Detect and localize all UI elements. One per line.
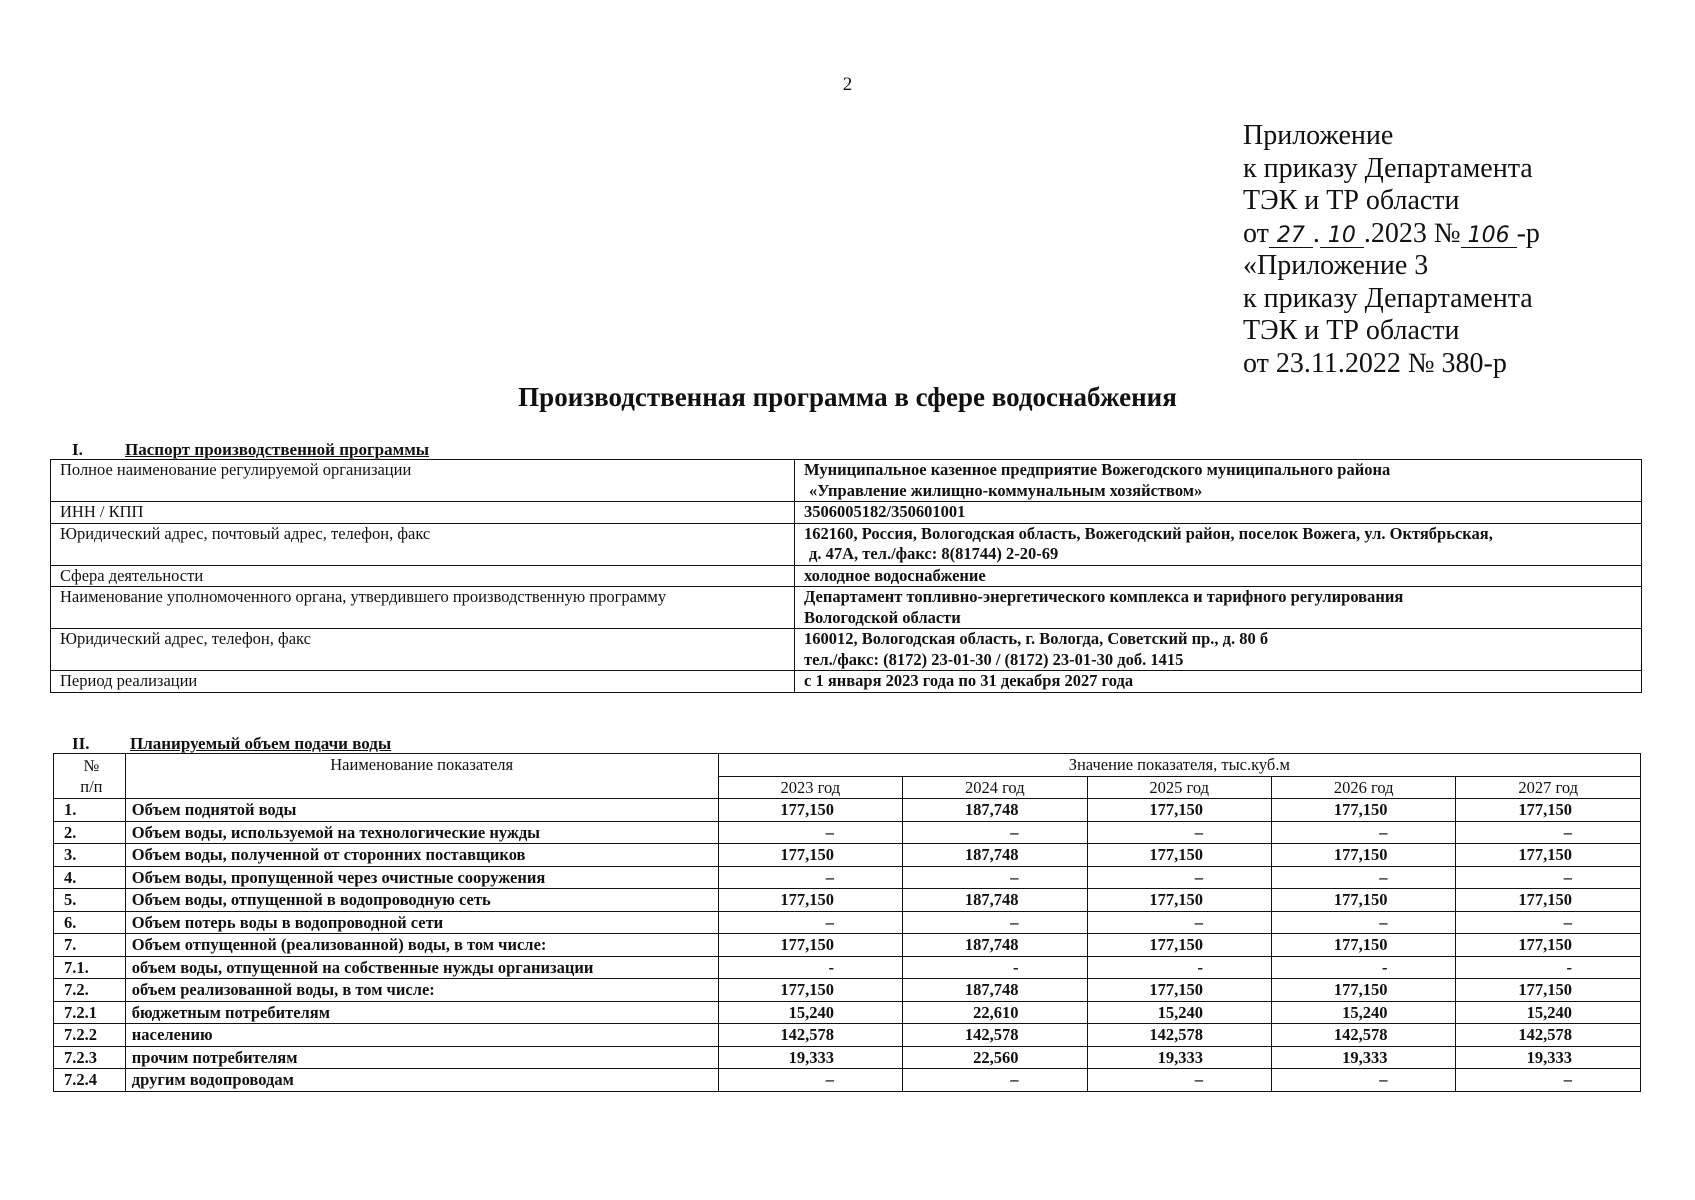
table-row: [54, 1001, 1641, 1024]
row-value: –: [1087, 911, 1271, 934]
table-row: [54, 889, 1641, 912]
header-year: 2024 год: [903, 776, 1087, 799]
row-value: 19,333: [1456, 1046, 1641, 1069]
section2-number: II.: [72, 734, 90, 753]
handwritten-number: 106: [1461, 225, 1517, 248]
appendix-line: к приказу Департамента: [1243, 152, 1533, 184]
row-number: 6.: [54, 911, 126, 934]
row-value: 177,150: [1456, 799, 1641, 822]
row-indicator-name: Объем отпущенной (реализованной) воды, в том числе:: [125, 934, 718, 957]
row-value: –: [1456, 1069, 1641, 1092]
table-row: [54, 911, 1641, 934]
row-number: 7.2.1: [54, 1001, 126, 1024]
row-value: –: [1271, 1069, 1455, 1092]
row-value: 15,240: [1456, 1001, 1641, 1024]
passport-value: [795, 587, 1642, 629]
row-value: 177,150: [718, 889, 902, 912]
row-value: 187,748: [903, 934, 1087, 957]
row-value: 177,150: [1087, 979, 1271, 1002]
row-value: 22,560: [903, 1046, 1087, 1069]
row-number: 2.: [54, 821, 126, 844]
passport-value: [795, 671, 1642, 693]
row-value: 177,150: [1456, 934, 1641, 957]
row-value: -: [718, 956, 902, 979]
row-value: 15,240: [1271, 1001, 1455, 1024]
row-value: -: [1087, 956, 1271, 979]
passport-label: ИНН / КПП: [51, 502, 795, 524]
table-row: [54, 1046, 1641, 1069]
row-value: 177,150: [1271, 844, 1455, 867]
row-value: –: [1271, 821, 1455, 844]
header-name: Наименование показателя: [125, 754, 718, 799]
appendix-order-year: .2023 №: [1363, 217, 1461, 249]
row-value: -: [1271, 956, 1455, 979]
passport-value-line1: холодное водоснабжение: [804, 565, 986, 585]
row-value: 142,578: [1087, 1024, 1271, 1047]
row-value: 177,150: [1087, 934, 1271, 957]
row-value: –: [903, 911, 1087, 934]
header-number-line1: №: [83, 755, 100, 775]
table-row: [54, 956, 1641, 979]
header-year: 2025 год: [1087, 776, 1271, 799]
table-row: [54, 799, 1641, 822]
passport-value: [795, 565, 1642, 587]
row-indicator-name: объем воды, отпущенной на собственные нужды организации: [125, 956, 718, 979]
passport-value-line1: Муниципальное казенное предприятие Вожегодского муниципального района: [804, 460, 1391, 479]
passport-table: [50, 459, 1642, 693]
row-value: -: [1456, 956, 1641, 979]
passport-value: [795, 460, 1642, 502]
table-row: [54, 1069, 1641, 1092]
header-year: 2026 год: [1271, 776, 1455, 799]
row-number: 1.: [54, 799, 126, 822]
passport-value: [795, 523, 1642, 565]
row-value: –: [903, 866, 1087, 889]
row-indicator-name: Объем воды, используемой на технологические нужды: [125, 821, 718, 844]
row-value: –: [1087, 1069, 1271, 1092]
row-indicator-name: Объем поднятой воды: [125, 799, 718, 822]
row-value: 177,150: [1087, 844, 1271, 867]
row-value: 187,748: [903, 979, 1087, 1002]
row-indicator-name: Объем воды, полученной от сторонних поставщиков: [125, 844, 718, 867]
passport-row: [51, 629, 1642, 671]
row-number: 4.: [54, 866, 126, 889]
passport-value-line2: «Управление жилищно-коммунальным хозяйством»: [809, 480, 1203, 500]
passport-value-line1: Департамент топливно-энергетического комплекса и тарифного регулирования: [804, 587, 1404, 606]
section2-title: [72, 734, 391, 754]
row-value: –: [718, 866, 902, 889]
table-row: [54, 821, 1641, 844]
appendix-order-line: от 27 . 10 .2023 № 106 -р: [1243, 217, 1540, 249]
passport-value-line1: 160012, Вологодская область, г. Вологда, Советский пр., д. 80 б: [804, 629, 1269, 648]
row-value: 177,150: [1271, 934, 1455, 957]
table-header-row: [54, 754, 1641, 777]
appendix-line: «Приложение 3: [1243, 250, 1429, 281]
table-row: [54, 934, 1641, 957]
table-row: [54, 866, 1641, 889]
section1-title: [72, 440, 429, 460]
row-value: 177,150: [718, 799, 902, 822]
section1-title-text: Паспорт производственной программы: [125, 440, 430, 459]
passport-label: Полное наименование регулируемой организации: [51, 460, 795, 502]
passport-row: [51, 565, 1642, 587]
row-number: 7.2.: [54, 979, 126, 1002]
header-year: 2027 год: [1456, 776, 1641, 799]
row-value: 177,150: [718, 979, 902, 1002]
row-value: 15,240: [718, 1001, 902, 1024]
row-value: –: [903, 1069, 1087, 1092]
row-value: 177,150: [1456, 889, 1641, 912]
passport-value-line2: тел./факс: (8172) 23-01-30 / (8172) 23-01-30 доб. 1415: [804, 649, 1184, 669]
page-number: 2: [842, 74, 853, 95]
passport-label: Сфера деятельности: [51, 565, 795, 587]
appendix-order-prefix: от: [1243, 217, 1269, 249]
row-value: 187,748: [903, 844, 1087, 867]
row-number: 3.: [54, 844, 126, 867]
row-indicator-name: другим водопроводам: [125, 1069, 718, 1092]
row-indicator-name: Объем воды, отпущенной в водопроводную сеть: [125, 889, 718, 912]
appendix-line: Приложение: [1243, 120, 1394, 151]
row-value: –: [903, 821, 1087, 844]
row-value: 142,578: [1456, 1024, 1641, 1047]
passport-value-line2: Вологодской области: [804, 607, 961, 627]
passport-value-line2: д. 47А, тел./факс: 8(81744) 2-20-69: [809, 544, 1059, 563]
row-indicator-name: Объем потерь воды в водопроводной сети: [125, 911, 718, 934]
passport-row: [51, 502, 1642, 524]
row-value: -: [903, 956, 1087, 979]
row-value: 15,240: [1087, 1001, 1271, 1024]
row-value: 19,333: [1271, 1046, 1455, 1069]
passport-value-line1: 3506005182/350601001: [804, 502, 966, 521]
passport-row: [51, 587, 1642, 629]
appendix-line: от 23.11.2022 № 380-р: [1243, 347, 1507, 379]
row-indicator-name: бюджетным потребителям: [125, 1001, 718, 1024]
header-number: [54, 754, 126, 799]
row-value: –: [1087, 866, 1271, 889]
row-number: 7.2.4: [54, 1069, 126, 1092]
row-value: 22,610: [903, 1001, 1087, 1024]
section2-title-text: Планируемый объем подачи воды: [130, 734, 392, 753]
row-indicator-name: Объем воды, пропущенной через очистные сооружения: [125, 866, 718, 889]
row-value: 19,333: [718, 1046, 902, 1069]
passport-value: [795, 502, 1642, 524]
appendix-line: ТЭК и ТР области: [1243, 315, 1460, 346]
row-value: 142,578: [903, 1024, 1087, 1047]
row-number: 7.: [54, 934, 126, 957]
header-group: Значение показателя, тыс.куб.м: [718, 754, 1640, 777]
row-value: 177,150: [1271, 979, 1455, 1002]
row-value: 142,578: [718, 1024, 902, 1047]
row-value: –: [1087, 821, 1271, 844]
row-value: –: [718, 1069, 902, 1092]
section1-number: I.: [72, 440, 83, 459]
header-year: 2023 год: [718, 776, 902, 799]
row-value: 177,150: [1271, 799, 1455, 822]
row-number: 7.2.2: [54, 1024, 126, 1047]
table-row: [54, 979, 1641, 1002]
appendix-block: [1243, 120, 1540, 380]
header-number-line2: п/п: [80, 777, 103, 796]
row-value: 177,150: [1271, 889, 1455, 912]
row-value: 142,578: [1271, 1024, 1455, 1047]
row-value: –: [718, 821, 902, 844]
row-value: –: [1271, 866, 1455, 889]
row-indicator-name: населению: [125, 1024, 718, 1047]
row-value: 177,150: [718, 934, 902, 957]
row-number: 7.2.3: [54, 1046, 126, 1069]
row-value: 187,748: [903, 889, 1087, 912]
passport-row: [51, 671, 1642, 693]
row-number: 5.: [54, 889, 126, 912]
table-row: [54, 1024, 1641, 1047]
row-value: –: [1456, 911, 1641, 934]
row-value: 177,150: [1456, 979, 1641, 1002]
appendix-line: к приказу Департамента: [1243, 282, 1533, 314]
handwritten-day: 27: [1269, 225, 1313, 248]
row-value: –: [1456, 821, 1641, 844]
row-value: 177,150: [1087, 799, 1271, 822]
passport-label: Наименование уполномоченного органа, утвердившего производственную программу: [51, 587, 795, 629]
row-indicator-name: прочим потребителям: [125, 1046, 718, 1069]
handwritten-month: 10: [1320, 225, 1364, 248]
passport-label: Юридический адрес, почтовый адрес, телефон, факс: [51, 523, 795, 565]
water-volume-table: [53, 753, 1641, 1092]
row-value: 177,150: [718, 844, 902, 867]
row-value: 187,748: [903, 799, 1087, 822]
row-indicator-name: объем реализованной воды, в том числе:: [125, 979, 718, 1002]
row-number: 7.1.: [54, 956, 126, 979]
passport-row: [51, 460, 1642, 502]
appendix-line: ТЭК и ТР области: [1243, 185, 1460, 216]
appendix-order-suffix: -р: [1516, 217, 1540, 249]
table-row: [54, 844, 1641, 867]
row-value: 19,333: [1087, 1046, 1271, 1069]
passport-label: Период реализации: [51, 671, 795, 693]
row-value: 177,150: [1087, 889, 1271, 912]
passport-value-line1: с 1 января 2023 года по 31 декабря 2027 года: [804, 671, 1134, 690]
row-value: 177,150: [1456, 844, 1641, 867]
row-value: –: [1456, 866, 1641, 889]
passport-value-line1: 162160, Россия, Вологодская область, Вожегодский район, поселок Вожега, ул. Октябрьская,: [804, 523, 1493, 543]
passport-label: Юридический адрес, телефон, факс: [51, 629, 795, 671]
passport-value: [795, 629, 1642, 671]
passport-row: [51, 523, 1642, 565]
document-title: Производственная программа в сфере водоснабжения: [518, 382, 1177, 412]
row-value: –: [718, 911, 902, 934]
row-value: –: [1271, 911, 1455, 934]
